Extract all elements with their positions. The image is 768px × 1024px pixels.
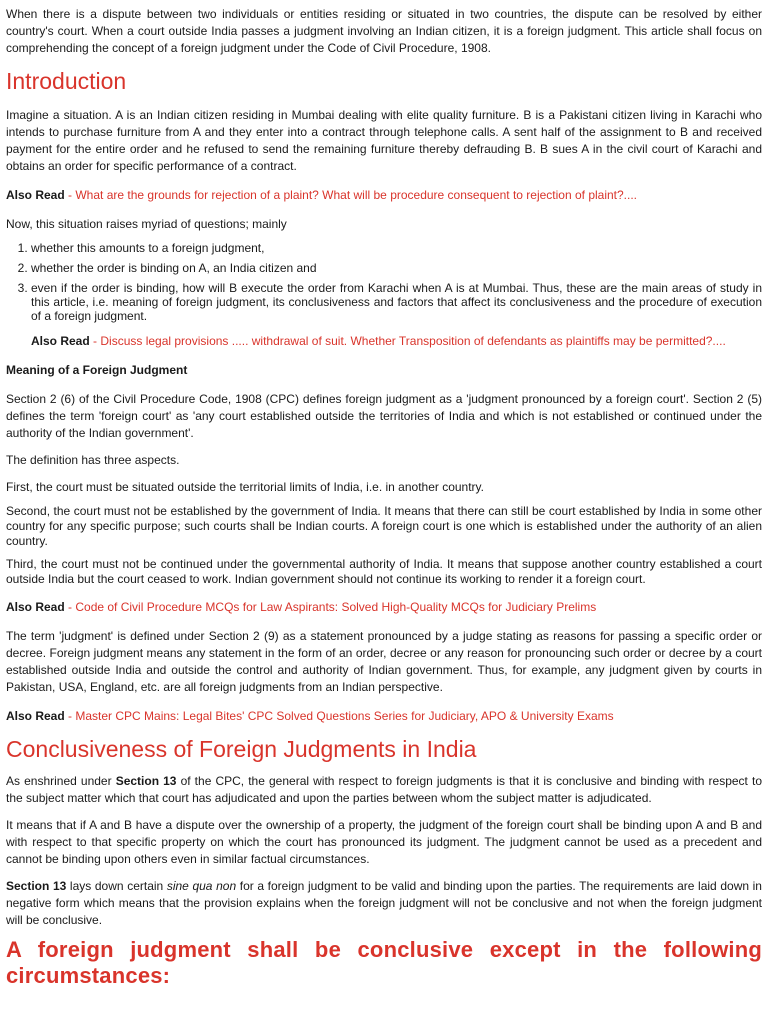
text: of the CPC, the general with respect to foreign judgments is that it is conclusive and binding with respect to the subject matter which that court has adjudicated and upon the parties between whom the subject matter is adjudicated.	[6, 774, 762, 805]
heading-conclusiveness: Conclusiveness of Foreign Judgments in India	[6, 736, 477, 762]
aspect-first: First, the court must be situated outside the territorial limits of India, i.e. in another country.	[6, 480, 484, 494]
list-item: 1. whether this amounts to a foreign judgment,	[31, 241, 762, 255]
aspect-third: Third, the court must not be continued under the governmental authority of India. It means that suppose another country established a court outside India but the court ceased to work. Indian government should not continue its working to render it a foreign court.	[6, 557, 762, 586]
also-read-2: Also Read - Discuss legal provisions ..... withdrawal of suit. Whether Transposition of defendants as plaintiffs may be permitted?....	[31, 334, 726, 348]
also-read-3: Also Read - Code of Civil Procedure MCQs for Law Aspirants: Solved High-Quality MCQs for Judiciary Prelims	[6, 600, 597, 614]
also-read-label: Also Read	[6, 188, 65, 202]
also-read-4: Also Read - Master CPC Mains: Legal Bites' CPC Solved Questions Series for Judiciary, APO & University Exams	[6, 709, 614, 723]
judgment-paragraph: The term 'judgment' is defined under Section 2 (9) as a statement pronounced by a judge stating as reasons for passing a specific order or decree. Foreign judgment means any statement in the form of an order, decree or any reason for pronouncing such order or decree by a court established outside India and outside the control and authority of Indian government. Thus, for example, any judgment given by courts in Pakistan, USA, England, etc. are all foreign judgments from an Indian perspective.	[6, 629, 762, 694]
heading-introduction: Introduction	[6, 68, 127, 94]
binding-paragraph: It means that if A and B have a dispute over the ownership of a property, the judgment of the foreign court shall be binding upon A and B and with respect to that specific property on which the court has pronounced its judgment. The judgment cannot be used as a precedent and cannot be binding upon others even in similar factual circumstances.	[6, 818, 762, 866]
list-item: 3. even if the order is binding, how will B execute the order from Karachi when A is at Mumbai. Thus, these are the main areas of study in this article, i.e. meaning of foreign judgment, its conclusiveness and factors that affect its conclusiveness and the procedure of execution of a foreign judgment.	[31, 281, 762, 323]
intro-paragraph: When there is a dispute between two individuals or entities residing or situated in two countries, the dispute can be resolved by either country's court. When a court outside India passes a judgment involving an Indian citizen, it is a foreign judgment. This article shall focus on comprehending the concept of a foreign judgment under the Code of Civil Procedure, 1908.	[6, 7, 762, 55]
meaning-heading: Meaning of a Foreign Judgment	[6, 363, 188, 377]
latin-term: sine qua non	[166, 879, 237, 893]
also-read-link-4[interactable]: Master CPC Mains: Legal Bites' CPC Solved Questions Series for Judiciary, APO & University Exams	[75, 709, 614, 723]
meaning-paragraph: Section 2 (6) of the Civil Procedure Code, 1908 (CPC) defines foreign judgment as a 'judgment pronounced by a foreign court'. Section 2 (5) defines the term 'foreign court' as 'any court established outside the territories of India and which is not established or continued under the authority of the Indian government'.	[6, 392, 762, 440]
text: lays down certain	[66, 879, 167, 893]
list-item: 2. whether the order is binding on A, an India citizen and	[31, 261, 762, 275]
sine-qua-non-paragraph	[6, 878, 762, 929]
also-read-label: Also Read	[6, 709, 65, 723]
also-read-label: Also Read	[31, 334, 90, 348]
aspects-intro: The definition has three aspects.	[6, 453, 180, 467]
situation-paragraph: Imagine a situation. A is an Indian citizen residing in Mumbai dealing with elite quality furniture. B is a Pakistani citizen living in Karachi who intends to purchase furniture from A and they enter into a contract through telephone calls. A sent half of the assignment to B and received payment for the entire order and he refused to send the remaining furniture thereby defrauding B. B sues A in the civil court of Karachi and obtains an order for specific performance of a contract.	[6, 108, 762, 173]
also-read-link-3[interactable]: Code of Civil Procedure MCQs for Law Aspirants: Solved High-Quality MCQs for Judiciary Prelims	[75, 600, 597, 614]
text: As enshrined under	[6, 774, 116, 788]
also-read-link-2[interactable]: Discuss legal provisions ..... withdrawal of suit. Whether Transposition of defendants as plaintiffs may be permitted?....	[100, 334, 726, 348]
questions-intro: Now, this situation raises myriad of questions; mainly	[6, 217, 287, 231]
aspect-second: Second, the court must not be established by the government of India. It means that there can still be court established by India in some other country for any specific purpose; such courts shall be Indian courts. A foreign court is one which is established under the authority of an alien country.	[6, 504, 762, 548]
also-read-link-1[interactable]: What are the grounds for rejection of a plaint? What will be procedure consequent to rejection of plaint?....	[75, 188, 638, 202]
heading-exceptions: A foreign judgment shall be conclusive except in the following circumstances:	[6, 937, 762, 988]
section13-paragraph	[6, 773, 762, 807]
section-ref: Section 13	[6, 879, 67, 893]
text: for a foreign judgment to be valid and binding upon the parties. The requirements are laid down in negative form which means that the provision explains when the foreign judgment will not be conclusive and not when the foreign judgment will be conclusive.	[6, 879, 762, 927]
also-read-label: Also Read	[6, 600, 65, 614]
questions-list	[6, 241, 762, 323]
section-ref: Section 13	[115, 774, 177, 788]
also-read-1: Also Read - What are the grounds for rejection of a plaint? What will be procedure consequent to rejection of plaint?....	[6, 188, 638, 202]
